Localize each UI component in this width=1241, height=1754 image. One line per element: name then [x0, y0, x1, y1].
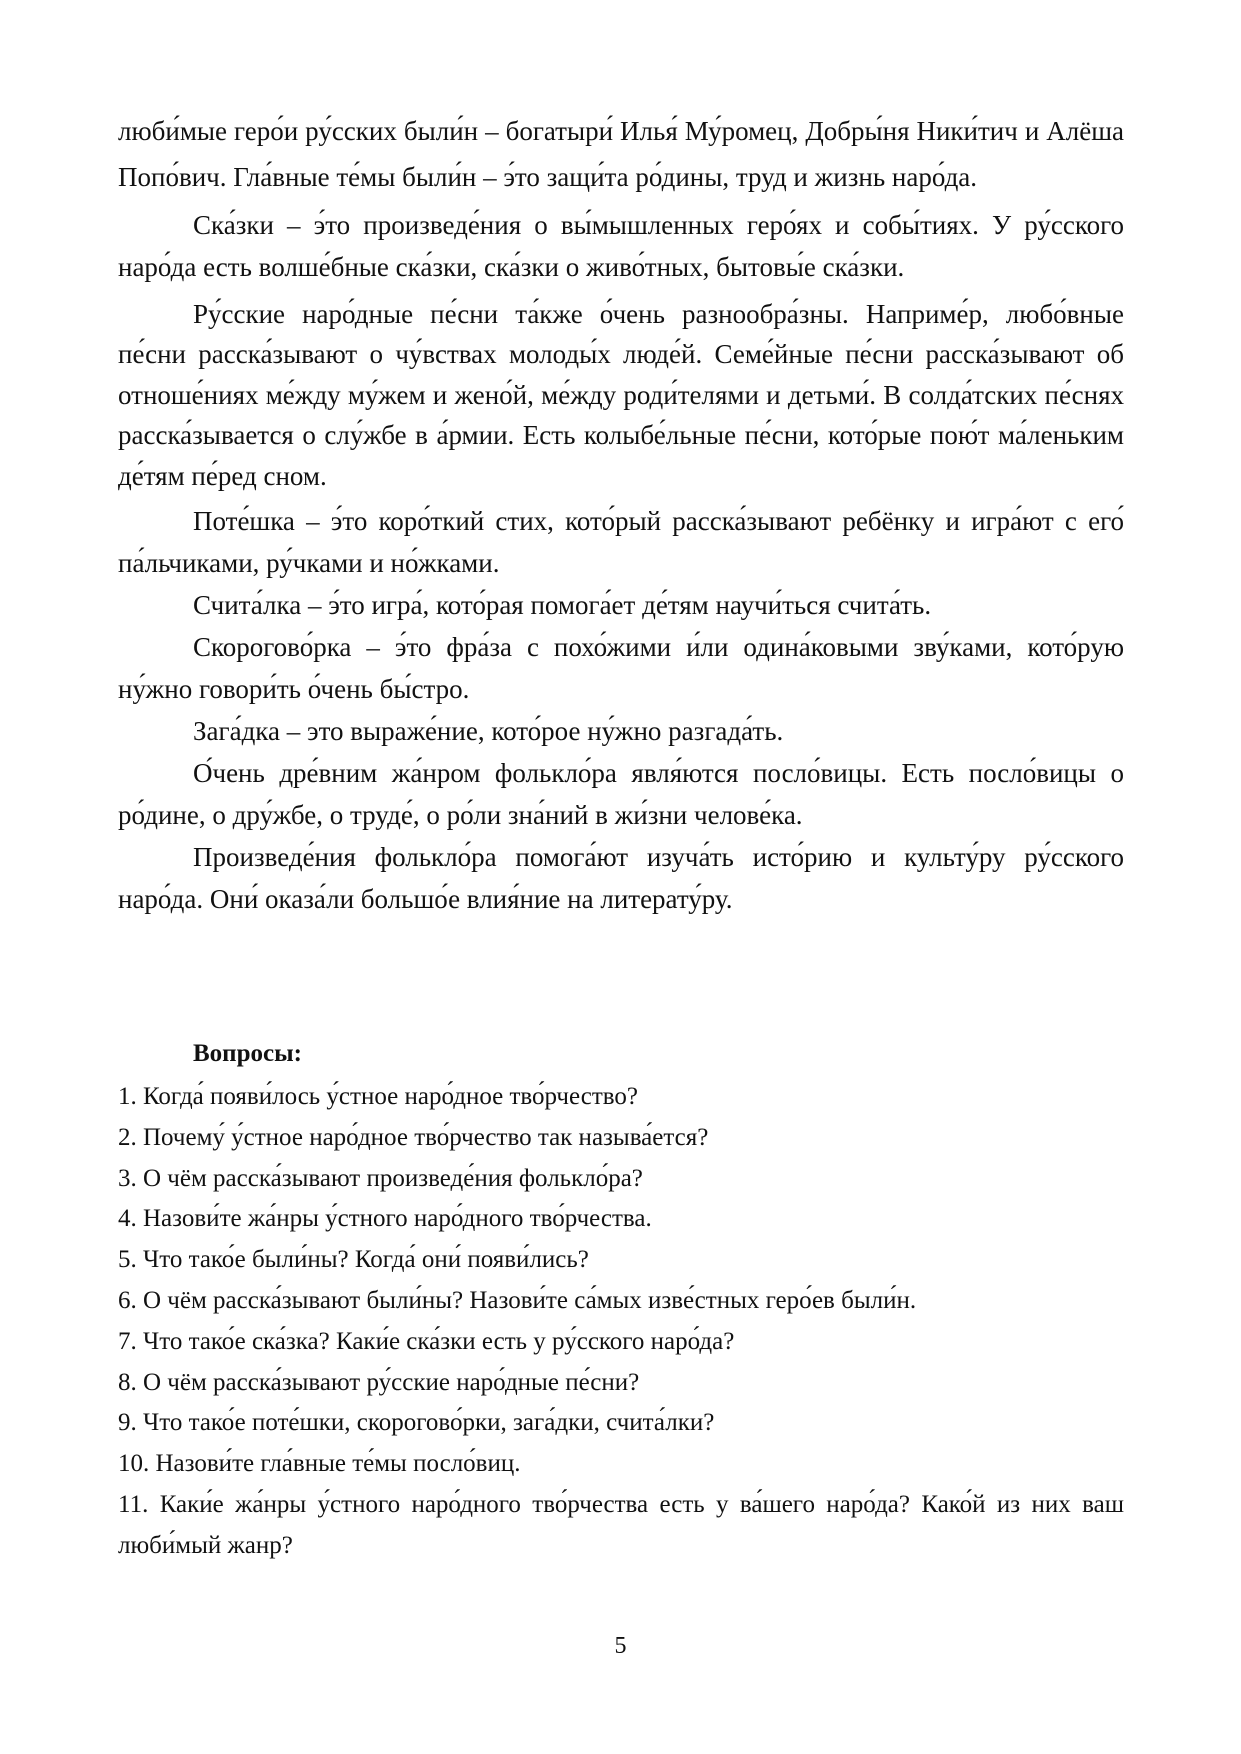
paragraph-proverbs: О́чень дре́вним жа́нром фолькло́ра явля́ются посло́вицы. Есть посло́вицы о ро́дине, о дру́жбе, о труде́, о ро́ли зна́ний в жи́зни челове́ка. [118, 758, 1124, 831]
paragraph-folklore-influence: Произведе́ния фолькло́ра помога́ют изуча́ть исто́рию и культу́ру ру́сского наро́да. Они́ оказа́ли большо́е влия́ние на литерату́ру. [118, 842, 1124, 915]
question-item: 6. О чём расска́зывают были́ны? Назови́те са́мых изве́стных геро́ев были́н. [118, 1286, 917, 1314]
questions-heading: Вопросы: [193, 1040, 302, 1067]
paragraph-skorogovorka: Скорогово́рка – э́то фра́за с похо́жими и́ли одина́ковыми зву́ками, кото́рую ну́жно говори́ть о́чень бы́стро. [118, 632, 1124, 705]
question-item: 11. Каки́е жа́нры у́стного наро́дного тво́рчества есть у ва́шего наро́да? Како́й из них ваш люби́мый жанр? [118, 1490, 1124, 1559]
page-number: 5 [614, 1633, 627, 1659]
question-item: 9. Что тако́е поте́шки, скорогово́рки, зага́дки, счита́лки? [118, 1409, 715, 1437]
question-item: 3. О чём расска́зывают произведе́ния фолькло́ра? [118, 1164, 643, 1192]
question-item: 5. Что тако́е были́ны? Когда́ они́ появи́лись? [118, 1246, 589, 1274]
questions-list [118, 1077, 1124, 1567]
question-item: 4. Назови́те жа́нры у́стного наро́дного тво́рчества. [118, 1205, 652, 1233]
paragraph-schitalka: Счита́лка – э́то игра́, кото́рая помога́ет де́тям научи́ться счита́ть. [193, 590, 932, 621]
paragraph-zagadka: Зага́дка – это выраже́ние, кото́рое ну́жно разгада́ть. [193, 716, 784, 747]
paragraph-folk-songs: Ру́сские наро́дные пе́сни та́кже о́чень разнообра́зны. Наприме́р, любо́вные пе́сни расска́зывают о чу́вствах молоды́х люде́й. Семе́йные пе́сни расска́зывают об отноше́ниях ме́жду му́жем и жено́й, ме́жду роди́телями и детьми́. В солда́тских пе́снях расска́зывается о слу́жбе в а́рмии. Есть колыбе́льные пе́сни, кото́рые пою́т ма́леньким де́тям пе́ред сном. [118, 299, 1124, 491]
question-item: 7. Что тако́е ска́зка? Каки́е ска́зки есть у ру́сского наро́да? [118, 1327, 735, 1355]
paragraph-fairy-tales: Ска́зки – э́то произведе́ния о вы́мышленных геро́ях и собы́тиях. У ру́сского наро́да есть волше́бные ска́зки, ска́зки о живо́тных, бытовы́е ска́зки. [118, 210, 1124, 282]
question-item: 1. Когда́ появи́лось у́стное наро́дное тво́рчество? [118, 1083, 638, 1110]
question-item: 8. О чём расска́зывают ру́сские наро́дные пе́сни? [118, 1368, 640, 1396]
question-item: 10. Назови́те гла́вные те́мы посло́виц. [118, 1450, 521, 1478]
question-item: 2. Почему́ у́стное наро́дное тво́рчество так называ́ется? [118, 1123, 709, 1151]
paragraph-poteshka: Поте́шка – э́то коро́ткий стих, кото́рый расска́зывают ребёнку и игра́ют с его́ па́льчиками, ру́чками и но́жками. [118, 506, 1124, 579]
body-text [118, 108, 1124, 920]
paragraph-bylina-heroes: люби́мые геро́и ру́сских были́н – богатыри́ Илья́ Му́ромец, Добры́ня Ники́тич и Алёша Попо́вич. Гла́вные те́мы были́н – э́то защи́та ро́дины, труд и жизнь наро́да. [118, 116, 1124, 192]
